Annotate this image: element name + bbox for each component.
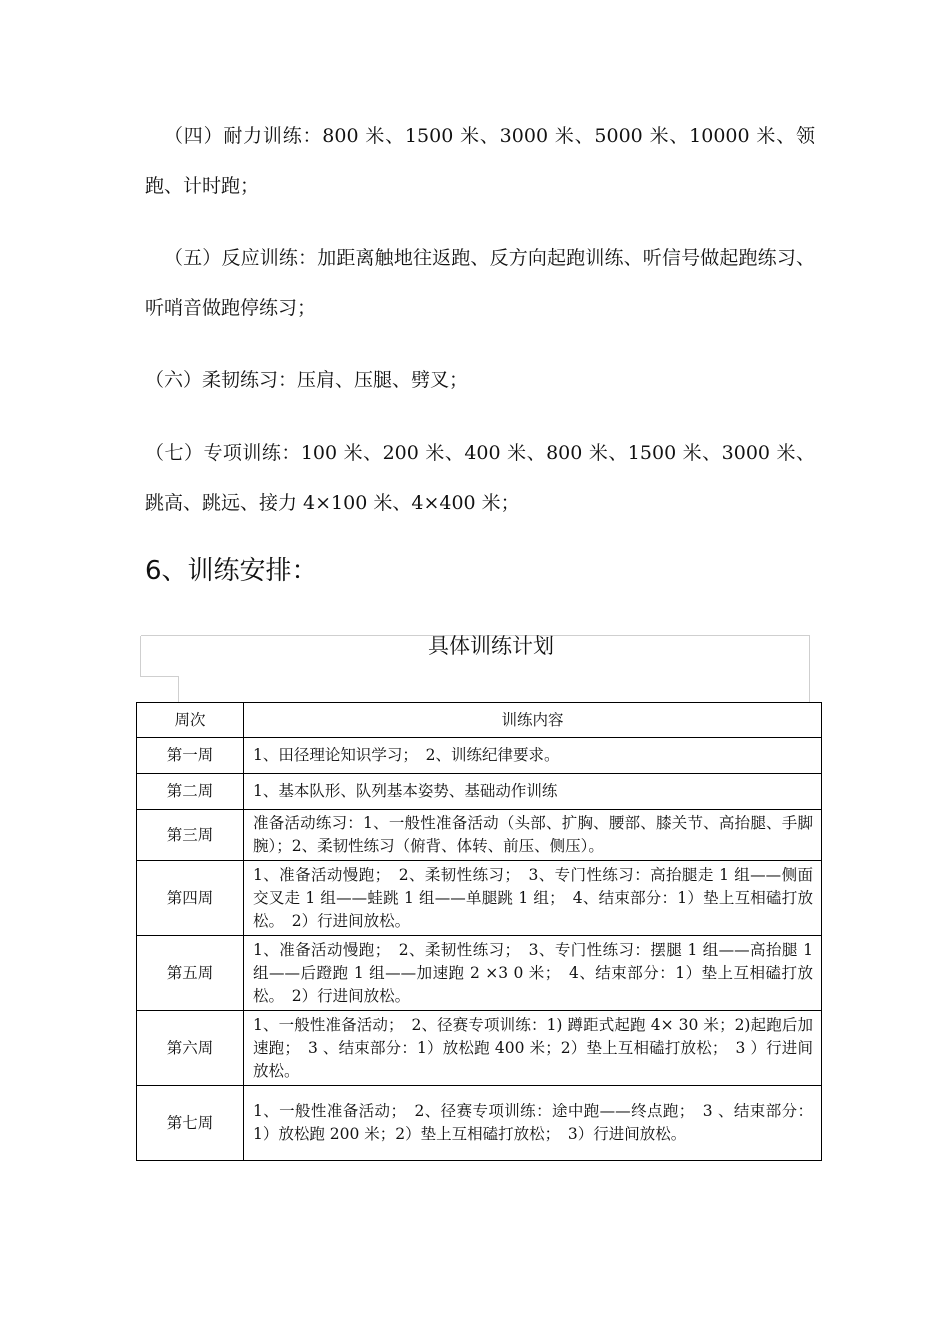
header-week: 周次 bbox=[137, 703, 244, 738]
week-cell: 第四周 bbox=[137, 861, 244, 936]
training-plan-table bbox=[136, 702, 822, 1161]
table-row bbox=[137, 936, 822, 1011]
table-row bbox=[137, 861, 822, 936]
table-row bbox=[137, 1086, 822, 1161]
table-row bbox=[137, 738, 822, 774]
paragraph-reaction-training: （五）反应训练：加距离触地往返跑、反方向起跑训练、听信号做起跑练习、听哨音做跑停练习； bbox=[145, 247, 815, 319]
table-title: 具体训练计划 bbox=[428, 634, 554, 658]
paragraph-specialized-training: （七）专项训练：100 米、200 米、400 米、800 米、1500 米、3000 米、跳高、跳远、接力 4×100 米、4×400 米； bbox=[145, 442, 815, 514]
content-cell: 准备活动练习：1、一般性准备活动（头部、扩胸、腰部、膝关节、高抬腿、手脚腕）；2、柔韧性练习（俯背、体转、前压、侧压）。 bbox=[244, 810, 822, 861]
week-cell: 第一周 bbox=[137, 738, 244, 774]
week-cell: 第七周 bbox=[137, 1086, 244, 1161]
table-row bbox=[137, 774, 822, 810]
content-cell: 1、一般性准备活动； 2、径赛专项训练：途中跑——终点跑； 3 、结束部分：1）放松跑 200 米；2）垫上互相磕打放松； 3）行进间放松。 bbox=[244, 1086, 822, 1161]
content-cell: 1、一般性准备活动； 2、径赛专项训练：1) 蹲距式起跑 4× 30 米；2)起跑后加速跑； 3 、结束部分：1）放松跑 400 米；2）垫上互相磕打放松； 3 ）行进间放松。 bbox=[244, 1011, 822, 1086]
week-cell: 第六周 bbox=[137, 1011, 244, 1086]
header-content: 训练内容 bbox=[244, 703, 822, 738]
week-cell: 第三周 bbox=[137, 810, 244, 861]
title-frame-tab-stem bbox=[178, 676, 179, 702]
table-row bbox=[137, 1011, 822, 1086]
content-cell: 1、田径理论知识学习； 2、训练纪律要求。 bbox=[244, 738, 822, 774]
table-header-row bbox=[137, 703, 822, 738]
paragraph-flexibility-training: （六）柔韧练习：压肩、压腿、劈叉； bbox=[145, 369, 469, 391]
week-cell: 第二周 bbox=[137, 774, 244, 810]
content-cell: 1、基本队形、队列基本姿势、基础动作训练 bbox=[244, 774, 822, 810]
content-cell: 1、准备活动慢跑； 2、柔韧性练习； 3、专门性练习：高抬腿走 1 组——侧面交叉走 1 组——蛙跳 1 组——单腿跳 1 组； 4、结束部分：1）垫上互相磕打放松。 2）行进间放松。 bbox=[244, 861, 822, 936]
section-heading: 6、训练安排： bbox=[145, 556, 318, 586]
week-cell: 第五周 bbox=[137, 936, 244, 1011]
content-cell: 1、准备活动慢跑； 2、柔韧性练习； 3、专门性练习：摆腿 1 组——高抬腿 1 组——后蹬跑 1 组——加速跑 2 ×3 0 米； 4、结束部分：1）垫上互相磕打放松。 2）行进间放松。 bbox=[244, 936, 822, 1011]
paragraph-endurance-training: （四）耐力训练：800 米、1500 米、3000 米、5000 米、10000 米、领跑、计时跑； bbox=[145, 125, 815, 197]
table-row bbox=[137, 810, 822, 861]
